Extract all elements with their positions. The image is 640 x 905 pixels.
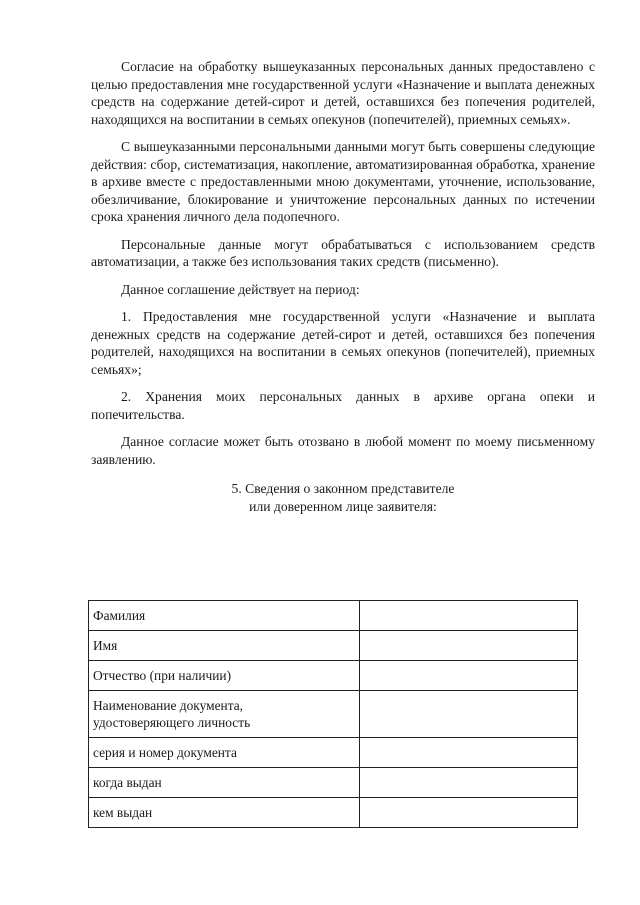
- revocation-paragraph: Данное согласие может быть отозвано в любой момент по моему письменному заявлению.: [91, 434, 595, 467]
- table-row: [89, 738, 578, 768]
- table-row: [89, 631, 578, 661]
- row-value-issue-date[interactable]: [360, 768, 578, 798]
- row-value-issued-by[interactable]: [360, 798, 578, 828]
- row-value-surname[interactable]: [360, 601, 578, 631]
- table-row: [89, 768, 578, 798]
- row-value-id-document[interactable]: [360, 691, 578, 738]
- row-label-id-document-line-2: удостоверяющего личность: [93, 715, 251, 730]
- section-title-line-1: 5. Сведения о законном представителе: [231, 481, 455, 496]
- row-label-patronymic: Отчество (при наличии): [89, 661, 360, 691]
- row-label-issue-date: когда выдан: [89, 768, 360, 798]
- consent-purpose-paragraph: Согласие на обработку вышеуказанных персональных данных предоставлено с целью предоставления мне государственной услуги «Назначение и выплата денежных средств на содержание детей-сирот и детей, оставшихся без попечения родителей, находящихся на воспитании в семьях опекунов (попечителей), приемных семьях».: [91, 59, 595, 127]
- validity-period-paragraph: Данное соглашение действует на период:: [121, 281, 360, 297]
- table-row: [89, 601, 578, 631]
- representative-info-table: [88, 600, 578, 828]
- row-value-name[interactable]: [360, 631, 578, 661]
- section-title: [91, 480, 595, 515]
- table-row: [89, 661, 578, 691]
- row-value-patronymic[interactable]: [360, 661, 578, 691]
- row-label-surname: Фамилия: [89, 601, 360, 631]
- period-item-1: 1. Предоставления мне государственной услуги «Назначение и выплата денежных средств на содержание детей-сирот и детей, оставшихся без попечения родителей, находящихся на воспитании в семьях опекунов (попечителей), приемных семьях»;: [91, 309, 595, 377]
- allowed-actions-paragraph: С вышеуказанными персональными данными могут быть совершены следующие действия: сбор, систематизация, накопление, автоматизированная обработка, хранение в архиве вместе с предоставленными мною документами, уточнение, использование, обезличивание, блокирование и уничтожение персональных данных по истечении срока хранения личного дела подопечного.: [91, 139, 595, 224]
- table-row: [89, 798, 578, 828]
- section-title-line-2: или доверенном лице заявителя:: [249, 498, 437, 514]
- row-label-document-number: серия и номер документа: [89, 738, 360, 768]
- row-label-issued-by: кем выдан: [89, 798, 360, 828]
- processing-methods-paragraph: Персональные данные могут обрабатываться с использованием средств автоматизации, а также без использования таких средств (письменно).: [91, 236, 595, 269]
- period-item-2: 2. Хранения моих персональных данных в архиве органа опеки и попечительства.: [91, 389, 595, 422]
- document-page: [91, 58, 595, 515]
- row-label-id-document-line-1: Наименование документа,: [93, 698, 244, 713]
- table-row: [89, 691, 578, 738]
- row-label-id-document: [89, 691, 360, 738]
- row-value-document-number[interactable]: [360, 738, 578, 768]
- row-label-name: Имя: [89, 631, 360, 661]
